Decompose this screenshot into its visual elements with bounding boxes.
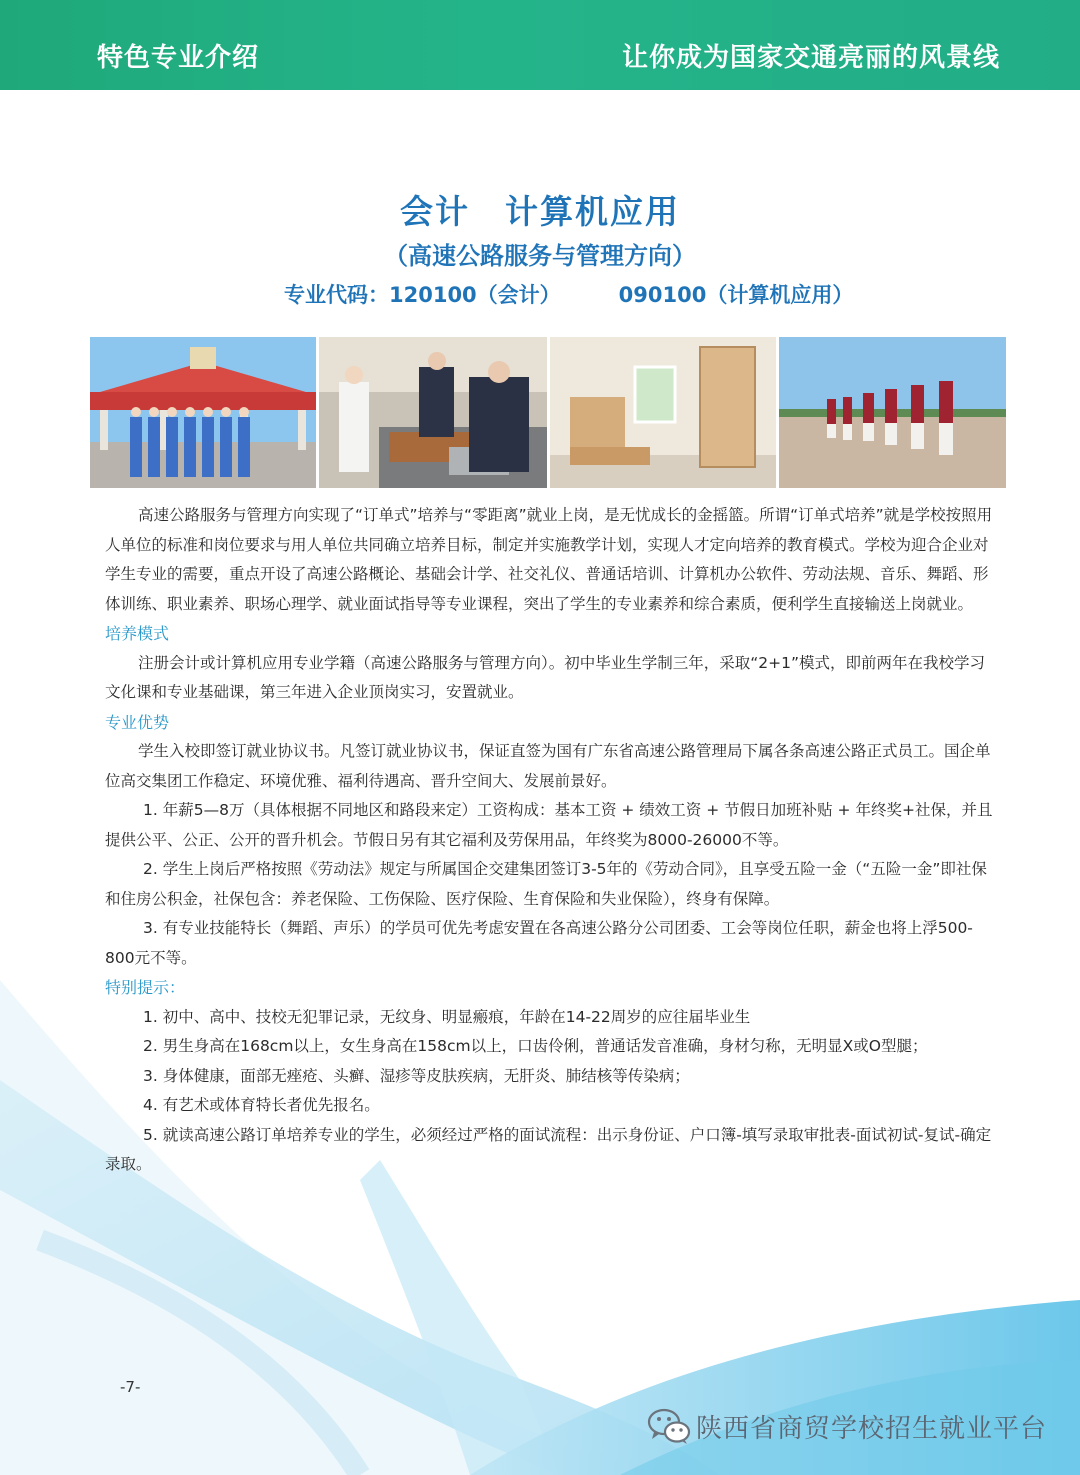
note-item: 3. 身体健康，面部无痤疮、头癣、湿疹等皮肤疾病，无肝炎、肺结核等传染病； [143,1066,690,1085]
advantage-item: 2. 学生上岗后严格按照《劳动法》规定与所属国企交建集团签订3-5年的《劳动合同》，且享受五险一金（“五险一金”即社保和住房公积金，社保包含：养老保险、工伤保险、医疗保险、生育保险和失业保险），终身有保障。 [105,860,987,908]
accounting-code: 专业代码：120100（会计） [284,283,561,307]
note-item: 4. 有艺术或体育特长者优先报名。 [143,1096,380,1114]
notes-heading: 特别提示： [105,978,186,997]
photo-strip [90,337,1006,488]
header-section-title: 特色专业介绍 [97,43,260,73]
main-content [105,501,995,1180]
note-item: 1. 初中、高中、技校无犯罪记录，无纹身、明显瘢痕，年龄在14-22周岁的应往届毕业生 [143,1007,751,1026]
intro-paragraph: 高速公路服务与管理方向实现了“订单式”培养与“零距离”就业上岗，是无忧成长的金摇篮。所谓“订单式培养”就是学校按照用人单位的标准和岗位要求与用人单位共同确立培养目标，制定并实施教学计划，实现人才定向培养的教育模式。学校为迎合企业对学生专业的需要，重点开设了高速公路概论、基础会计学、社交礼仪、普通话培训、计算机办公软件、劳动法规、音乐、舞蹈、形体训练、职业素养、职场心理学、就业面试指导等专业课程，突出了学生的专业素养和综合素质，便利学生直接输送上岗就业。 [105,506,993,613]
footer-brand [646,1406,1047,1446]
advantage-item: 1. 年薪5—8万（具体根据不同地区和路段来定）工资构成：基本工资 + 绩效工资 + 节假日加班补贴 + 年终奖+社保，并且提供公平、公正、公开的晋升机会。节假日另有其它福利及劳保用品，年终奖为8000-26000不等。 [105,801,993,849]
major-codes [284,279,853,309]
dormitory-room-photo [550,337,776,488]
header-slogan: 让你成为国家交通亮丽的风景线 [621,43,1000,73]
wechat-icon [646,1406,692,1446]
page-number: -7- [120,1378,141,1396]
cafeteria-service-photo [319,337,547,488]
computer-code: 090100（计算机应用） [618,283,854,307]
advantages-text: 学生入校即签订就业协议书。凡签订就业协议书，保证直签为国有广东省高速公路管理局下属各条高速公路正式员工。国企单位高交集团工作稳定、环境优雅、福利待遇高、晋升空间大、发展前景好。 [105,742,991,790]
training-mode-heading: 培养模式 [105,624,170,643]
page-title: 会计 计算机应用 [400,192,680,231]
note-item: 5. 就读高速公路订单培养专业的学生，必须经过严格的面试流程：出示身份证、户口簿-填写录取审批表-面试初试-复试-确定录取。 [105,1125,992,1173]
header-bar [0,0,1080,90]
page-subtitle: （高速公路服务与管理方向） [384,242,696,270]
advantages-heading: 专业优势 [105,712,170,732]
advantage-item: 3. 有专业技能特长（舞蹈、声乐）的学员可优先考虑安置在各高速公路分公司团委、工会等岗位任职，薪金也将上浮500-800元不等。 [105,919,973,967]
note-item: 2. 男生身高在168cm以上，女生身高在158cm以上，口齿伶俐，普通话发音准确，身材匀称，无明显X或O型腿； [143,1037,928,1055]
footer-brand-text: 陕西省商贸学校招生就业平台 [696,1413,1048,1444]
training-mode-text: 注册会计或计算机应用专业学籍（高速公路服务与管理方向）。初中毕业生学制三年，采取“2+1”模式，即前两年在我校学习文化课和专业基础课，第三年进入企业顶岗实习，安置就业。 [105,653,986,701]
marching-students-photo [779,337,1006,488]
toll-station-staff-photo [90,337,316,488]
